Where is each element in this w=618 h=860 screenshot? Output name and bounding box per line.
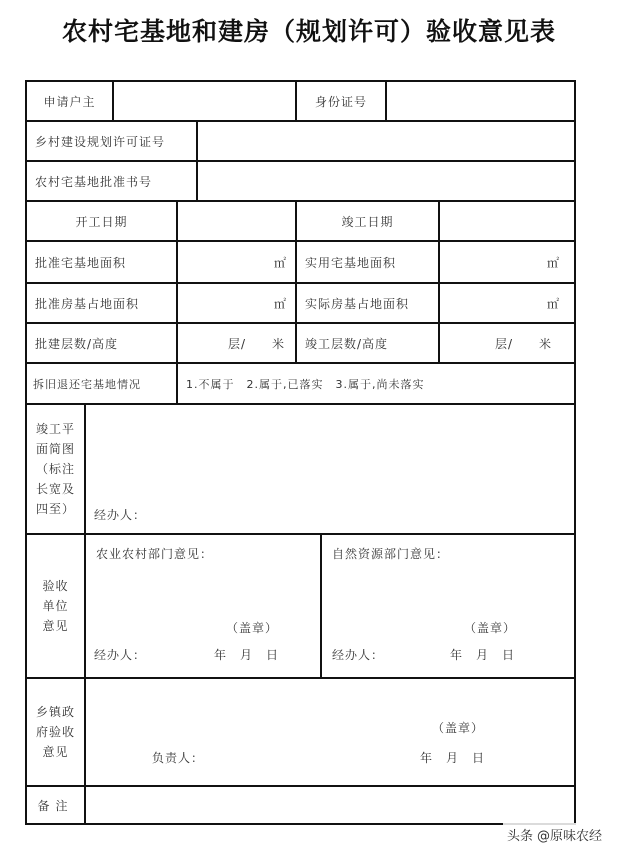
township-date-label: 年 月 日 — [420, 751, 486, 765]
id-label: 身份证号 — [314, 94, 367, 109]
floors-unit: 层/ 米 — [227, 336, 285, 351]
area-unit: ㎡ — [546, 296, 560, 311]
completion-date-label: 竣工日期 — [341, 214, 394, 229]
remarks-label: 备注 — [37, 798, 74, 813]
approved-floor-area-label: 批准房基占地面积 — [35, 296, 140, 311]
area-unit: ㎡ — [546, 255, 560, 270]
actual-homestead-area-field[interactable] — [440, 242, 574, 282]
actual-homestead-area-label: 实用宅基地面积 — [305, 255, 397, 270]
applicant-field[interactable] — [114, 82, 295, 120]
township-seal-label: （盖章） — [432, 721, 485, 735]
agri-dept-opinion[interactable] — [86, 535, 320, 677]
remarks-field[interactable] — [86, 787, 574, 823]
nature-dept-label: 自然资源部门意见： — [332, 547, 450, 561]
page-title: 农村宅基地和建房（规划许可）验收意见表 — [61, 17, 556, 46]
start-date-label: 开工日期 — [75, 214, 128, 229]
nature-seal-label: （盖章） — [464, 621, 517, 635]
agri-handler-label: 经办人： — [94, 648, 147, 662]
start-date-field[interactable] — [178, 202, 295, 240]
area-unit: ㎡ — [273, 255, 287, 270]
actual-floor-area-label: 实际房基占地面积 — [305, 296, 410, 311]
homestead-approval-label: 农村宅基地批准书号 — [35, 174, 153, 189]
watermark — [503, 823, 606, 846]
nature-date-label: 年 月 日 — [450, 648, 516, 662]
approved-homestead-area-label: 批准宅基地面积 — [35, 255, 127, 270]
completed-floors-label: 竣工层数/高度 — [305, 336, 389, 351]
id-field[interactable] — [387, 82, 574, 120]
agri-dept-label: 农业农村部门意见： — [96, 547, 214, 561]
border-right — [574, 80, 576, 825]
watermark-platform: 头条 — [506, 829, 533, 844]
approved-floor-area-field[interactable] — [178, 284, 295, 322]
agri-date-label: 年 月 日 — [214, 648, 280, 662]
approved-floors-field[interactable] — [178, 324, 295, 362]
township-opinion[interactable] — [86, 679, 574, 785]
township-leader-label: 负责人： — [152, 751, 205, 765]
approved-homestead-area-field[interactable] — [178, 242, 295, 282]
plan-label: 竣工平面简图（标注长宽及四至） — [35, 422, 75, 516]
homestead-approval-field[interactable] — [198, 162, 574, 200]
nature-handler-label: 经办人： — [332, 648, 385, 662]
demolition-options[interactable]: 1.不属于 2.属于,已落实 3.属于,尚未落实 — [186, 377, 425, 391]
demolition-label: 拆旧退还宅基地情况 — [33, 377, 141, 391]
nature-dept-opinion[interactable] — [322, 535, 574, 677]
rural-permit-label: 乡村建设规划许可证号 — [35, 134, 166, 149]
approved-floors-label: 批建层数/高度 — [35, 336, 119, 351]
completed-floors-field[interactable] — [440, 324, 574, 362]
area-unit: ㎡ — [273, 296, 287, 311]
watermark-author: @原味农经 — [536, 829, 602, 844]
row-line — [25, 823, 576, 825]
agri-seal-label: （盖章） — [226, 621, 279, 635]
floors-unit: 层/ 米 — [494, 336, 552, 351]
actual-floor-area-field[interactable] — [440, 284, 574, 322]
acceptance-unit-label: 验收单位意见 — [42, 579, 69, 633]
rural-permit-field[interactable] — [198, 122, 574, 160]
completion-date-field[interactable] — [440, 202, 574, 240]
township-label: 乡镇政府验收意见 — [35, 705, 75, 759]
plan-handler-label: 经办人： — [94, 508, 147, 522]
plan-sketch-area[interactable] — [86, 405, 574, 533]
applicant-label: 申请户主 — [43, 94, 96, 109]
